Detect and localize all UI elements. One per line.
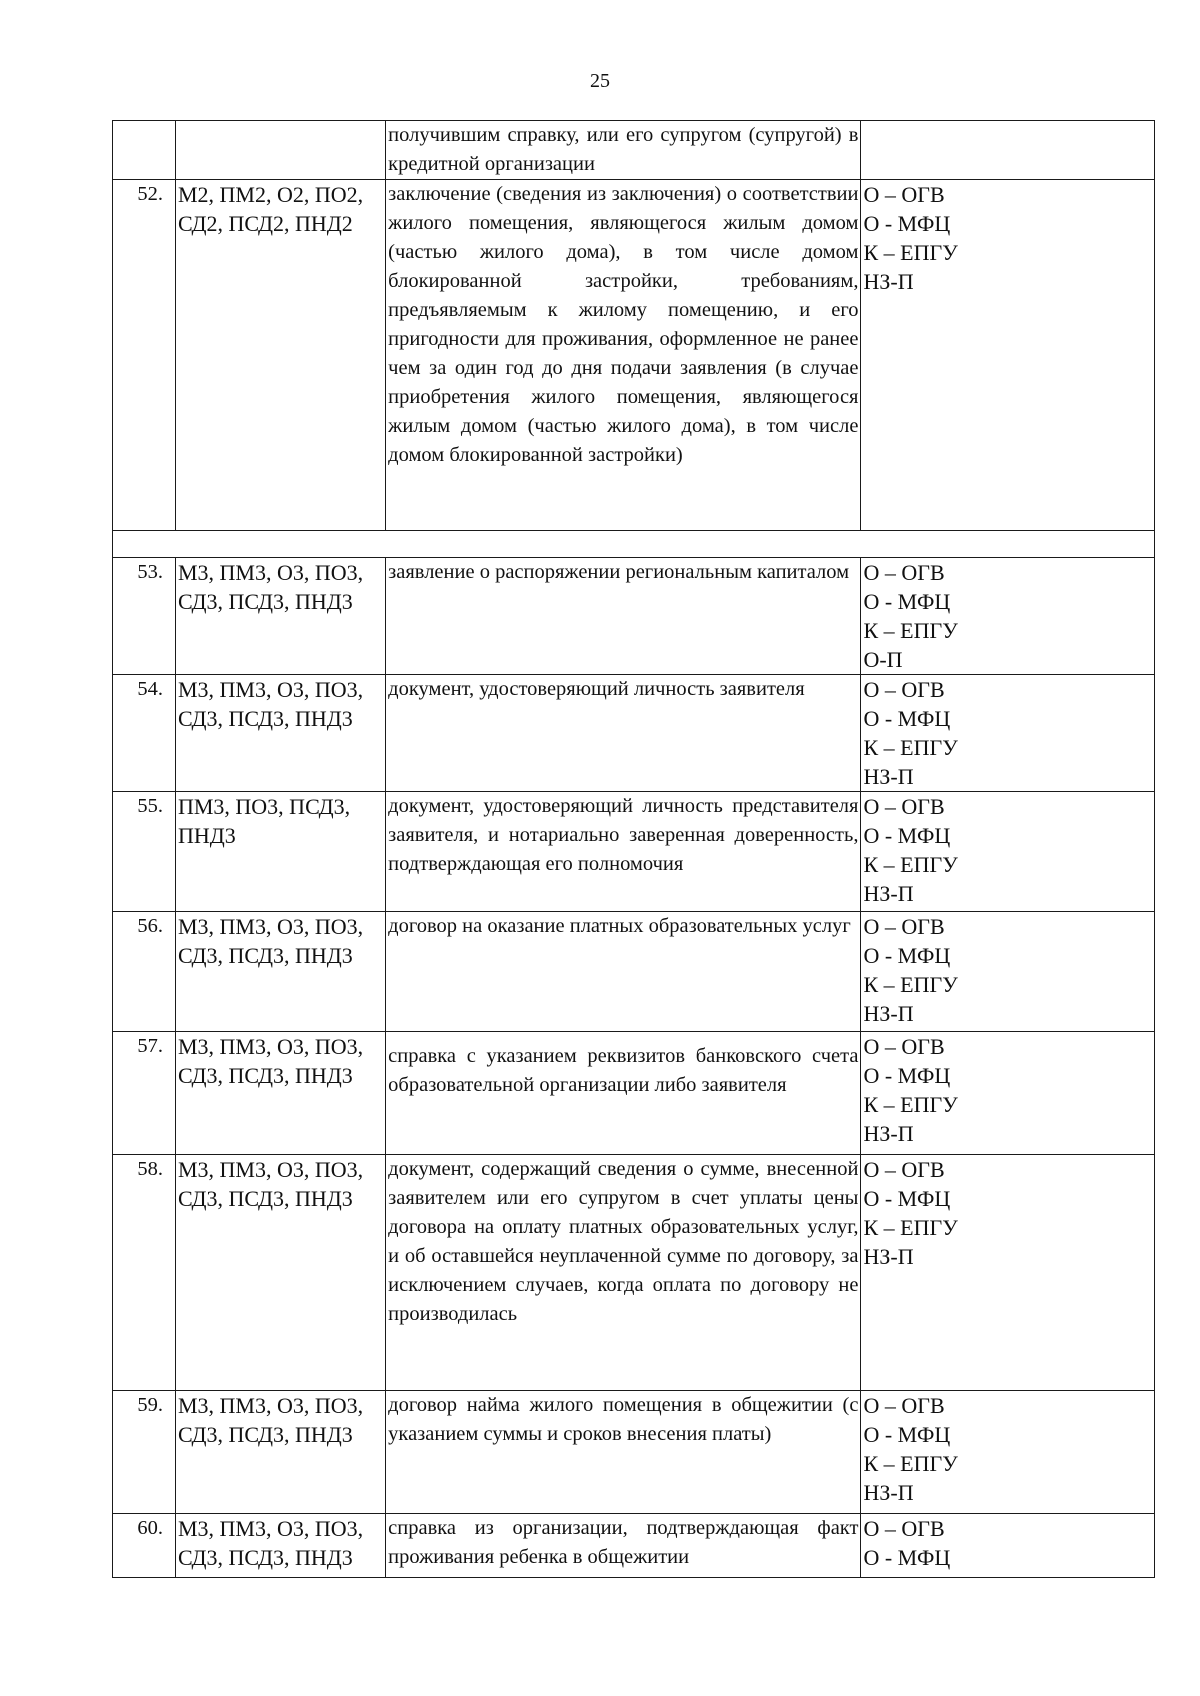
submission-form: К – ЕПГУ bbox=[863, 1092, 958, 1117]
row-document-name: получившим справку, или его супругом (супругой) в кредитной организации bbox=[386, 121, 861, 180]
row-number bbox=[113, 121, 176, 180]
submission-form: О - МФЦ bbox=[863, 589, 951, 614]
row-submission-forms bbox=[861, 1032, 1155, 1155]
submission-form: О - МФЦ bbox=[863, 1545, 951, 1570]
submission-form: О – ОГВ bbox=[863, 1516, 945, 1541]
submission-form: О – ОГВ bbox=[863, 914, 945, 939]
submission-form: К – ЕПГУ bbox=[863, 972, 958, 997]
row-document-name: документ, содержащий сведения о сумме, внесенной заявителем или его супругом в счет уплаты цены договора на оплату платных образовательных услуг, и об оставшейся неуплаченной сумме по договору, за исключением случаев, когда оплата по договору не производилась bbox=[386, 1155, 861, 1391]
submission-form: О - МФЦ bbox=[863, 706, 951, 731]
row-category-codes: М3, ПМ3, О3, ПО3, СД3, ПСД3, ПНД3 bbox=[175, 1032, 385, 1155]
submission-form: О – ОГВ bbox=[863, 1034, 945, 1059]
row-category-codes bbox=[175, 121, 385, 180]
row-category-codes: М2, ПМ2, О2, ПО2, СД2, ПСД2, ПНД2 bbox=[175, 180, 385, 531]
row-number: 53. bbox=[113, 558, 176, 675]
row-category-codes: ПМ3, ПО3, ПСД3, ПНД3 bbox=[175, 792, 385, 912]
row-document-name: справка из организации, подтверждающая факт проживания ребенка в общежитии bbox=[386, 1514, 861, 1578]
table-row bbox=[113, 1514, 1155, 1578]
row-category-codes: М3, ПМ3, О3, ПО3, СД3, ПСД3, ПНД3 bbox=[175, 558, 385, 675]
submission-form: О - МФЦ bbox=[863, 823, 951, 848]
row-category-codes: М3, ПМ3, О3, ПО3, СД3, ПСД3, ПНД3 bbox=[175, 1514, 385, 1578]
row-submission-forms bbox=[861, 1514, 1155, 1578]
row-submission-forms bbox=[861, 558, 1155, 675]
submission-form: О – ОГВ bbox=[863, 1393, 945, 1418]
row-submission-forms bbox=[861, 792, 1155, 912]
row-category-codes: М3, ПМ3, О3, ПО3, СД3, ПСД3, ПНД3 bbox=[175, 1391, 385, 1514]
table-row bbox=[113, 1391, 1155, 1514]
submission-form: НЗ-П bbox=[863, 1244, 914, 1269]
row-document-name: договор найма жилого помещения в общежитии (с указанием суммы и сроков внесения платы) bbox=[386, 1391, 861, 1514]
row-document-name: заключение (сведения из заключения) о соответствии жилого помещения, являющегося жилым домом (частью жилого дома), в том числе домом блокированной застройки, требованиям, предъявляемым к жилому помещению, и его пригодности для проживания, оформленное не ранее чем за один год до дня подачи заявления (в случае приобретения жилого помещения, являющегося жилым домом (частью жилого дома), в том числе домом блокированной застройки) bbox=[386, 180, 861, 531]
row-document-name: заявление о распоряжении региональным капиталом bbox=[386, 558, 861, 675]
submission-form: О - МФЦ bbox=[863, 211, 951, 236]
row-document-name: документ, удостоверяющий личность заявителя bbox=[386, 675, 861, 792]
row-number: 58. bbox=[113, 1155, 176, 1391]
spacer-cell bbox=[113, 531, 1155, 558]
submission-form: НЗ-П bbox=[863, 269, 914, 294]
table-row bbox=[113, 1155, 1155, 1391]
table-row bbox=[113, 675, 1155, 792]
row-number: 52. bbox=[113, 180, 176, 531]
row-number: 59. bbox=[113, 1391, 176, 1514]
submission-form: О – ОГВ bbox=[863, 794, 945, 819]
submission-form: К – ЕПГУ bbox=[863, 1451, 958, 1476]
submission-form: О – ОГВ bbox=[863, 1157, 945, 1182]
row-document-name: документ, удостоверяющий личность представителя заявителя, и нотариально заверенная доверенность, подтверждающая его полномочия bbox=[386, 792, 861, 912]
row-submission-forms bbox=[861, 675, 1155, 792]
row-submission-forms bbox=[861, 180, 1155, 531]
submission-form: НЗ-П bbox=[863, 1480, 914, 1505]
submission-form: О - МФЦ bbox=[863, 1063, 951, 1088]
submission-form: НЗ-П bbox=[863, 1001, 914, 1026]
submission-form: О – ОГВ bbox=[863, 677, 945, 702]
documents-table-body bbox=[113, 121, 1155, 1578]
row-number: 57. bbox=[113, 1032, 176, 1155]
submission-form: О - МФЦ bbox=[863, 1422, 951, 1447]
submission-form: К – ЕПГУ bbox=[863, 618, 958, 643]
submission-form: О – ОГВ bbox=[863, 560, 945, 585]
row-number: 54. bbox=[113, 675, 176, 792]
submission-form: НЗ-П bbox=[863, 764, 914, 789]
page-number: 25 bbox=[590, 70, 610, 92]
submission-form: К – ЕПГУ bbox=[863, 735, 958, 760]
submission-form: К – ЕПГУ bbox=[863, 1215, 958, 1240]
row-document-name: справка с указанием реквизитов банковского счета образовательной организации либо заявителя bbox=[386, 1032, 861, 1155]
submission-form: К – ЕПГУ bbox=[863, 852, 958, 877]
table-spacer-row bbox=[113, 531, 1155, 558]
row-submission-forms bbox=[861, 1155, 1155, 1391]
row-submission-forms bbox=[861, 1391, 1155, 1514]
row-category-codes: М3, ПМ3, О3, ПО3, СД3, ПСД3, ПНД3 bbox=[175, 675, 385, 792]
submission-form: НЗ-П bbox=[863, 881, 914, 906]
row-category-codes: М3, ПМ3, О3, ПО3, СД3, ПСД3, ПНД3 bbox=[175, 912, 385, 1032]
row-number: 56. bbox=[113, 912, 176, 1032]
row-number: 55. bbox=[113, 792, 176, 912]
table-row bbox=[113, 180, 1155, 531]
row-submission-forms bbox=[861, 121, 1155, 180]
row-number: 60. bbox=[113, 1514, 176, 1578]
table-row bbox=[113, 792, 1155, 912]
submission-form: О - МФЦ bbox=[863, 1186, 951, 1211]
row-submission-forms bbox=[861, 912, 1155, 1032]
submission-form: О - МФЦ bbox=[863, 943, 951, 968]
submission-form: К – ЕПГУ bbox=[863, 240, 958, 265]
table-row bbox=[113, 912, 1155, 1032]
submission-form: О – ОГВ bbox=[863, 182, 945, 207]
submission-form: НЗ-П bbox=[863, 1121, 914, 1146]
row-document-name: договор на оказание платных образовательных услуг bbox=[386, 912, 861, 1032]
documents-table bbox=[112, 120, 1155, 1578]
table-row bbox=[113, 1032, 1155, 1155]
table-row bbox=[113, 558, 1155, 675]
submission-form: О-П bbox=[863, 647, 903, 672]
row-category-codes: М3, ПМ3, О3, ПО3, СД3, ПСД3, ПНД3 bbox=[175, 1155, 385, 1391]
table-row bbox=[113, 121, 1155, 180]
